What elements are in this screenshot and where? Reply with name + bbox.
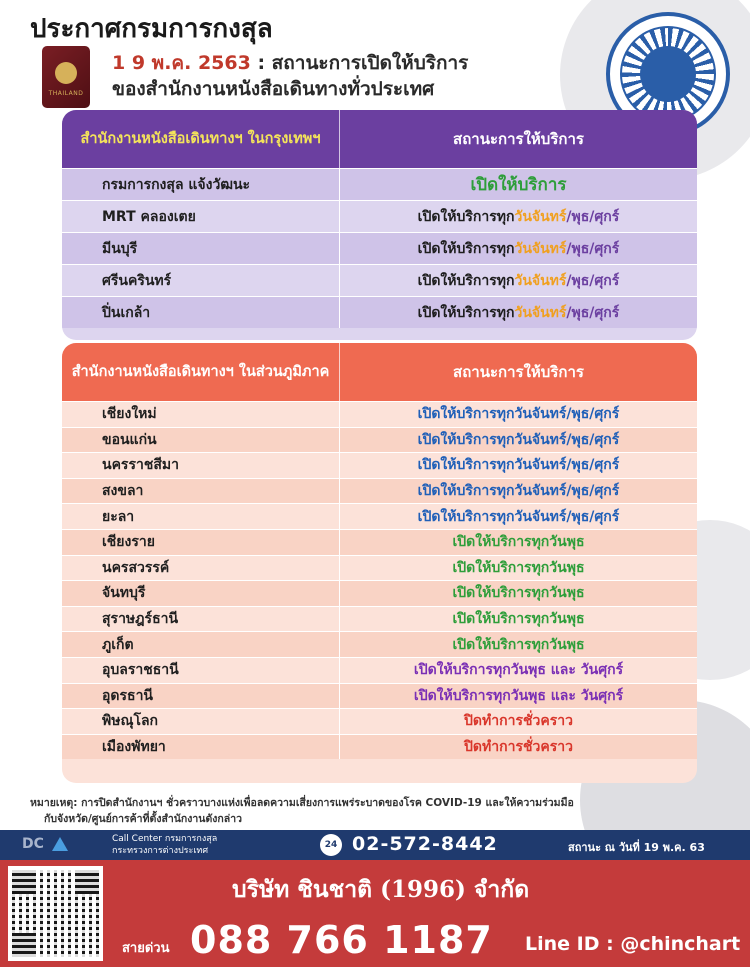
office-status: เปิดให้บริการทุกวันพุธ <box>339 632 697 657</box>
office-name: ภูเก็ต <box>102 636 134 653</box>
table-row <box>62 708 697 734</box>
office-status: เปิดให้บริการ <box>339 169 697 200</box>
status-text: เปิดให้บริการทุก <box>417 240 515 257</box>
hotline-number[interactable]: 088 766 1187 <box>190 918 493 962</box>
office-status: เปิดให้บริการทุกวันจันทร์/พุธ/ศุกร์ <box>339 428 697 453</box>
table-row <box>62 200 697 232</box>
emblem-icon <box>55 62 77 84</box>
footnote-line1: หมายเหตุ: การปิดสำนักงานฯ ชั่วคราวบางแห่งเพื่อลดความเสี่ยงการแพร่ระบาดของโรค COVID-19 และให้ความร่วมมือ <box>30 797 574 809</box>
company-footer <box>0 860 750 967</box>
footnote-line2: กับจังหวัด/ศูนย์การค้าที่ตั้งสำนักงานดังกล่าว <box>44 813 243 825</box>
office-status: เปิดให้บริการทุกวันพุธ <box>339 607 697 632</box>
subtitle-line2: ของสำนักงานหนังสือเดินทางทั่วประเทศ <box>112 78 435 100</box>
announcement-subtitle <box>112 50 468 102</box>
regional-offices-table <box>62 343 697 783</box>
office-name: อุบลราชธานี <box>102 662 179 679</box>
status-days: /พุธ/ศุกร์ <box>566 304 620 321</box>
call-center-line1: Call Center กรมการกงสุล <box>112 834 218 844</box>
call-center-line2: กระทรวงการต่างประเทศ <box>112 846 209 856</box>
call-center-phone[interactable]: 02-572-8442 <box>352 833 498 855</box>
table-row <box>62 427 697 453</box>
table-row <box>62 555 697 581</box>
office-status: เปิดให้บริการทุกวันจันทร์/พุธ/ศุกร์ <box>339 402 697 427</box>
table-row <box>62 478 697 504</box>
subtitle-line1: : สถานะการเปิดให้บริการ <box>250 52 469 74</box>
office-status: เปิดให้บริการทุกวันจันทร์/พุธ/ศุกร์ <box>339 453 697 478</box>
table-row <box>62 683 697 709</box>
table-row <box>62 232 697 264</box>
line-id[interactable]: Line ID : @chinchart <box>525 933 741 955</box>
header-office-column: สำนักงานหนังสือเดินทางฯ ในกรุงเทพฯ <box>80 131 321 147</box>
office-name: ขอนแก่น <box>102 431 157 448</box>
office-name: พิษณุโลก <box>102 713 159 730</box>
passport-label: THAILAND <box>48 90 84 97</box>
table-row <box>62 631 697 657</box>
table-row <box>62 606 697 632</box>
office-status <box>339 233 697 264</box>
table-header <box>62 343 697 401</box>
office-name: มีนบุรี <box>102 240 138 257</box>
office-status: เปิดให้บริการทุกวันจันทร์/พุธ/ศุกร์ <box>339 504 697 529</box>
office-status: เปิดให้บริการทุกวันพุธ และ วันศุกร์ <box>339 658 697 683</box>
office-status: ปิดทำการชั่วคราว <box>339 709 697 734</box>
page-title: ประกาศกรมการกงสุล <box>30 14 273 44</box>
bangkok-offices-table <box>62 110 697 340</box>
office-name: จันทบุรี <box>102 585 146 602</box>
table-row <box>62 734 697 760</box>
call-center-label <box>112 833 217 857</box>
office-status <box>339 265 697 296</box>
office-status: ปิดทำการชั่วคราว <box>339 735 697 760</box>
status-days: /พุธ/ศุกร์ <box>566 272 620 289</box>
status-days: /พุธ/ศุกร์ <box>566 240 620 257</box>
office-name: เชียงราย <box>102 534 155 551</box>
office-name: นครราชสีมา <box>102 457 179 474</box>
table-row <box>62 580 697 606</box>
company-name: บริษัท ชินชาติ (1996) จำกัด <box>232 876 530 903</box>
status-day: วันจันทร์ <box>514 208 567 225</box>
office-status <box>339 201 697 232</box>
status-day: วันจันทร์ <box>514 240 567 257</box>
status-as-of: สถานะ ณ วันที่ 19 พ.ค. 63 <box>568 841 705 854</box>
office-name: ปิ่นเกล้า <box>102 304 151 321</box>
office-name: ยะลา <box>102 508 135 525</box>
office-status: เปิดให้บริการทุกวันพุธ <box>339 556 697 581</box>
hotline-label: สายด่วน <box>122 941 170 956</box>
table-row <box>62 401 697 427</box>
office-name: เมืองพัทยา <box>102 739 166 756</box>
office-status: เปิดให้บริการทุกวันจันทร์/พุธ/ศุกร์ <box>339 479 697 504</box>
office-status <box>339 297 697 328</box>
office-name: กรมการกงสุล แจ้งวัฒนะ <box>102 176 251 193</box>
footnote <box>30 795 730 827</box>
dca-logo-icon <box>52 837 68 851</box>
table-row <box>62 657 697 683</box>
status-day: วันจันทร์ <box>514 272 567 289</box>
status-text: เปิดให้บริการทุก <box>417 304 515 321</box>
office-name: สงขลา <box>102 483 144 500</box>
qr-code-icon[interactable] <box>8 866 103 961</box>
office-name: MRT คลองเตย <box>102 208 196 225</box>
table-row <box>62 529 697 555</box>
announcement-date: 1 9 พ.ค. 2563 <box>112 52 251 74</box>
office-name: สุราษฎร์ธานี <box>102 611 179 628</box>
call-center-bar <box>0 830 750 860</box>
office-status: เปิดให้บริการทุกวันพุธ <box>339 530 697 555</box>
status-day: วันจันทร์ <box>514 304 567 321</box>
office-status: เปิดให้บริการทุกวันพุธ และ วันศุกร์ <box>339 684 697 709</box>
status-text: เปิดให้บริการทุก <box>417 272 515 289</box>
office-name: นครสวรรค์ <box>102 559 170 576</box>
table-row <box>62 503 697 529</box>
passport-icon <box>42 46 90 108</box>
table-row <box>62 264 697 296</box>
office-name: เชียงใหม่ <box>102 406 157 423</box>
phone-24h-icon: 24 <box>320 834 342 856</box>
header-status-column: สถานะการให้บริการ <box>339 110 697 168</box>
dca-logo: DC <box>22 836 44 852</box>
table-row <box>62 168 697 200</box>
header-status-column: สถานะการให้บริการ <box>339 343 697 401</box>
office-name: อุดรธานี <box>102 687 153 704</box>
header-office-column: สำนักงานหนังสือเดินทางฯ ในส่วนภูมิภาค <box>71 364 330 380</box>
table-header <box>62 110 697 168</box>
status-text: เปิดให้บริการทุก <box>417 208 515 225</box>
table-row <box>62 296 697 328</box>
office-name: ศรีนครินทร์ <box>102 272 172 289</box>
status-days: /พุธ/ศุกร์ <box>566 208 620 225</box>
table-row <box>62 452 697 478</box>
office-status: เปิดให้บริการทุกวันพุธ <box>339 581 697 606</box>
